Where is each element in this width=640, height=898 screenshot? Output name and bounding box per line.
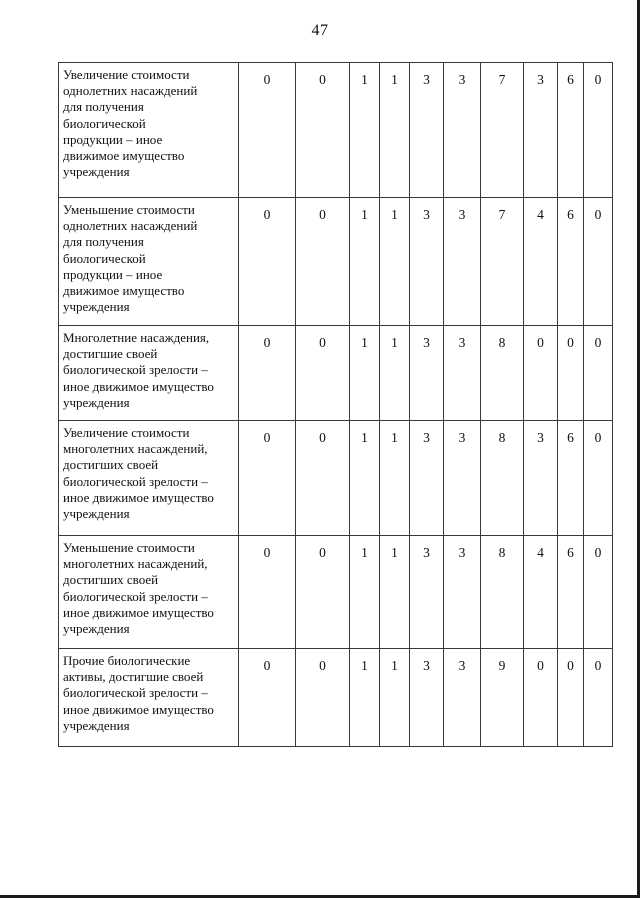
row-description: Уменьшение стоимости многолетних насаждений, достигших своей биологической зрелости – иное движимое имущество учреждения [59,536,239,649]
row-description: Уменьшение стоимости однолетних насаждений для получения биологической продукции – иное движимое имущество учреждения [59,198,239,326]
code-digit-cell: 3 [524,63,558,198]
code-digit-cell: 0 [239,198,296,326]
code-digit-cell: 0 [296,198,350,326]
row-description: Увеличение стоимости многолетних насаждений, достигших своей биологической зрелости – иное движимое имущество учреждения [59,421,239,536]
code-digit-cell: 3 [410,63,444,198]
table-row [59,536,613,649]
code-digit-cell: 0 [584,421,613,536]
code-digit-cell: 1 [350,536,380,649]
code-digit-cell: 0 [239,421,296,536]
code-digit-cell: 0 [296,63,350,198]
code-digit-cell: 0 [296,649,350,747]
code-digit-cell: 6 [558,421,584,536]
code-digit-cell: 3 [444,536,481,649]
code-digit-cell: 1 [350,649,380,747]
code-digit-cell: 0 [239,536,296,649]
code-digit-cell: 8 [481,326,524,421]
code-digit-cell: 3 [410,536,444,649]
code-digit-cell: 0 [584,63,613,198]
code-digit-cell: 0 [558,326,584,421]
table-row [59,649,613,747]
row-description: Увеличение стоимости однолетних насаждений для получения биологической продукции – иное движимое имущество учреждения [59,63,239,198]
code-digit-cell: 3 [444,63,481,198]
row-description: Прочие биологические активы, достигшие своей биологической зрелости – иное движимое имущество учреждения [59,649,239,747]
code-digit-cell: 9 [481,649,524,747]
code-digit-cell: 1 [380,649,410,747]
code-digit-cell: 1 [380,326,410,421]
code-digit-cell: 0 [584,649,613,747]
code-digit-cell: 3 [410,198,444,326]
code-digit-cell: 3 [444,198,481,326]
code-digit-cell: 0 [524,326,558,421]
code-digit-cell: 0 [296,421,350,536]
code-digit-cell: 0 [558,649,584,747]
table-row [59,63,613,198]
code-digit-cell: 7 [481,63,524,198]
code-digit-cell: 3 [444,649,481,747]
code-digit-cell: 3 [410,421,444,536]
code-digit-cell: 0 [239,649,296,747]
code-digit-cell: 1 [350,198,380,326]
row-description: Многолетние насаждения, достигшие своей биологической зрелости – иное движимое имущество учреждения [59,326,239,421]
table-row [59,326,613,421]
code-digit-cell: 1 [380,421,410,536]
code-digit-cell: 1 [380,63,410,198]
code-digit-cell: 6 [558,198,584,326]
code-digit-cell: 3 [410,326,444,421]
code-digit-cell: 7 [481,198,524,326]
code-digit-cell: 4 [524,198,558,326]
code-digit-cell: 0 [239,63,296,198]
code-digit-cell: 6 [558,536,584,649]
code-digit-cell: 3 [524,421,558,536]
classification-table [58,62,613,747]
code-digit-cell: 3 [444,326,481,421]
code-digit-cell: 0 [239,326,296,421]
page-number: 47 [311,22,329,39]
code-digit-cell: 1 [380,536,410,649]
code-digit-cell: 0 [584,198,613,326]
code-digit-cell: 3 [410,649,444,747]
code-digit-cell: 0 [584,326,613,421]
code-digit-cell: 1 [350,326,380,421]
table-row [59,421,613,536]
table-body [59,63,613,747]
table-row [59,198,613,326]
code-digit-cell: 1 [350,63,380,198]
code-digit-cell: 8 [481,421,524,536]
code-digit-cell: 0 [524,649,558,747]
code-digit-cell: 0 [296,326,350,421]
code-digit-cell: 1 [350,421,380,536]
code-digit-cell: 3 [444,421,481,536]
code-digit-cell: 8 [481,536,524,649]
code-digit-cell: 1 [380,198,410,326]
code-digit-cell: 4 [524,536,558,649]
code-digit-cell: 0 [584,536,613,649]
code-digit-cell: 0 [296,536,350,649]
code-digit-cell: 6 [558,63,584,198]
